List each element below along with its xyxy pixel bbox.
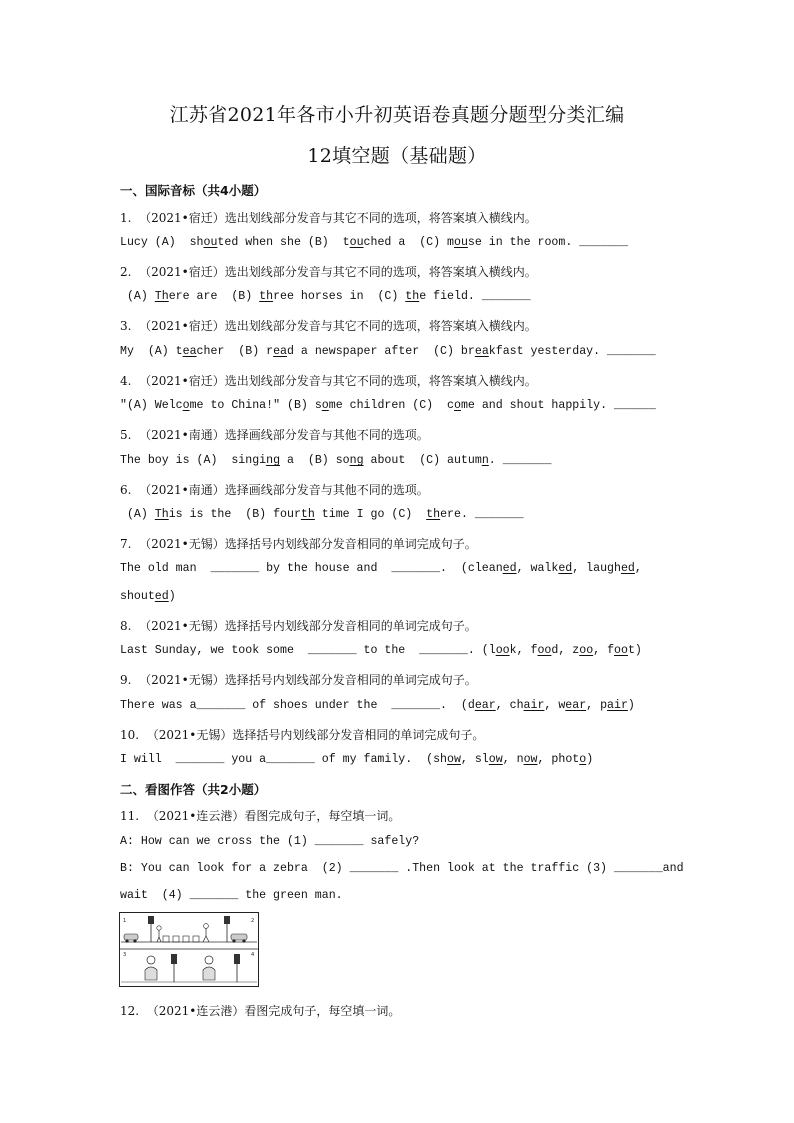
section-heading-phonetics: 一、国际音标（共4小题）: [120, 183, 267, 198]
question-7-stem: 7. （2021•无锡）选择括号内划线部分发音相同的单词完成句子。: [120, 537, 477, 551]
q3-underline-c: ea: [474, 345, 489, 358]
q6-underline-c: th: [426, 508, 441, 521]
q5-underline-a: ng: [266, 454, 281, 467]
q2-underline-c: th: [405, 290, 420, 303]
q9-sep-2: , w: [544, 699, 566, 712]
q10-underline-3: ow: [523, 753, 538, 766]
q3-text-a: My (A) t: [120, 345, 183, 358]
question-8-stem: 8. （2021•无锡）选择括号内划线部分发音相同的单词完成句子。: [120, 619, 477, 633]
question-6-sentence: [120, 508, 524, 521]
question-4-sentence: [120, 399, 656, 412]
q8-sep-2: d, z: [551, 644, 580, 657]
q6-text-a: (A): [120, 508, 155, 521]
q4-text-b: me to China!" (B) s: [189, 399, 322, 412]
page-title: 江苏省2021年各市小升初英语卷真题分题型分类汇编: [169, 104, 625, 126]
question-12-stem: 12. （2021•连云港）看图完成句子，每空填一词。: [120, 1004, 401, 1018]
question-7-sentence-cont: [120, 590, 176, 603]
q3-text-c: d a newspaper after (C) br: [287, 345, 475, 358]
q3-underline-b: ea: [273, 345, 287, 358]
q4-underline-a: o: [182, 399, 190, 412]
q9-underline-3: ear: [565, 699, 587, 712]
q9-sep-3: , p: [586, 699, 608, 712]
q10-underline-1: ow: [447, 753, 461, 766]
q2-text-a: (A): [120, 290, 155, 303]
q5-text-d: . _______: [488, 454, 552, 467]
q7-sep-2: , laugh: [572, 562, 621, 575]
q3-underline-a: ea: [182, 345, 197, 358]
q5-text-a: The boy is (A) singi: [120, 454, 267, 467]
q4-underline-b: o: [321, 399, 329, 412]
q7-underline-1: ed: [502, 562, 517, 575]
q7-underline-3: ed: [620, 562, 635, 575]
question-11-line-a: A: How can we cross the (1) _______ safely?: [120, 835, 420, 848]
question-6-stem: 6. （2021•南通）选择画线部分发音与其他不同的选项。: [120, 483, 429, 497]
traffic-crossing-illustration: [119, 912, 259, 987]
q10-sep-3: , phot: [537, 753, 580, 766]
question-9-stem: 9. （2021•无锡）选择括号内划线部分发音相同的单词完成句子。: [120, 673, 477, 687]
question-11-stem: 11. （2021•连云港）看图完成句子，每空填一词。: [120, 809, 401, 823]
q7-tail-2: ): [168, 590, 176, 603]
question-3-sentence: [120, 345, 656, 358]
q7-underline-2: ed: [558, 562, 573, 575]
section-heading-picture: 二、看图作答（共2小题）: [120, 782, 267, 797]
q2-text-c: ree horses in (C): [273, 290, 406, 303]
q6-underline-b: th: [300, 508, 315, 521]
q1-underline-a: ou: [203, 236, 218, 249]
q1-text-d: se in the room. _______: [467, 236, 628, 249]
figure-label-2: 2: [251, 918, 255, 924]
q7-text-2: shout: [120, 590, 155, 603]
q7-text: The old man _______ by the house and _______. (clean: [120, 562, 503, 575]
q10-sep-1: , sl: [460, 753, 489, 766]
q4-underline-c: o: [454, 399, 461, 412]
q8-underline-1: oo: [495, 644, 510, 657]
figure-label-3: 3: [123, 952, 127, 958]
q9-text: There was a_______ of shoes under the _______. (d: [120, 699, 475, 712]
q10-underline-2: ow: [488, 753, 503, 766]
q10-sep-2: , n: [502, 753, 524, 766]
q5-text-b: a (B) so: [280, 454, 350, 467]
question-5-sentence: [120, 454, 551, 467]
question-9-sentence: [120, 699, 635, 712]
q1-underline-c: ou: [454, 236, 468, 249]
question-4-stem: 4. （2021•宿迁）选出划线部分发音与其它不同的选项，将答案填入横线内。: [120, 374, 537, 388]
q6-text-c: time I go (C): [314, 508, 427, 521]
question-7-sentence: [120, 562, 642, 575]
question-3-stem: 3. （2021•宿迁）选出划线部分发音与其它不同的选项，将答案填入横线内。: [120, 319, 537, 333]
q2-text-d: e field. _______: [419, 290, 531, 303]
q1-text-c: ched a (C) m: [363, 236, 454, 249]
question-10-sentence: [120, 753, 593, 766]
q3-text-d: kfast yesterday. _______: [488, 345, 656, 358]
q6-text-b: is is the (B) four: [168, 508, 301, 521]
q7-sep-1: , walk: [516, 562, 559, 575]
q10-text: I will _______ you a_______ of my family. (sh: [120, 753, 447, 766]
question-8-sentence: [120, 644, 642, 657]
q6-underline-a: Th: [154, 508, 169, 521]
question-11-line-b2: wait (4) _______ the green man.: [120, 889, 343, 902]
q3-text-b: cher (B) r: [196, 345, 274, 358]
q7-underline-4: ed: [154, 590, 169, 603]
q8-sep-1: k, f: [509, 644, 538, 657]
q5-text-c: about (C) autum: [363, 454, 482, 467]
page-subtitle: 12填空题（基础题）: [307, 145, 487, 167]
q9-sep-4: ): [627, 699, 635, 712]
q8-underline-4: oo: [614, 644, 628, 657]
q9-underline-4: air: [607, 699, 628, 712]
q9-sep-1: , ch: [495, 699, 524, 712]
question-10-stem: 10. （2021•无锡）选择括号内划线部分发音相同的单词完成句子。: [120, 728, 485, 742]
figure-label-1: 1: [123, 918, 127, 924]
question-11-line-b1: B: You can look for a zebra (2) _______ .Then look at the traffic (3) _______and: [120, 862, 684, 875]
question-2-sentence: [120, 290, 531, 303]
question-1-stem: 1. （2021•宿迁）选出划线部分发音与其它不同的选项，将答案填入横线内。: [120, 211, 537, 225]
q9-underline-1: ear: [474, 699, 496, 712]
q5-underline-b: ng: [349, 454, 364, 467]
question-1-sentence: [120, 236, 628, 249]
q9-underline-2: air: [523, 699, 545, 712]
q7-tail: ,: [634, 562, 642, 575]
q10-sep-4: ): [586, 753, 594, 766]
q4-text-c: me children (C) c: [328, 399, 454, 412]
q2-underline-b: th: [259, 290, 274, 303]
q1-text-b: ted when she (B) t: [217, 236, 350, 249]
q8-underline-2: oo: [537, 644, 552, 657]
q10-underline-4: o: [579, 753, 587, 766]
question-2-stem: 2. （2021•宿迁）选出划线部分发音与其它不同的选项，将答案填入横线内。: [120, 265, 537, 279]
q1-text-a: Lucy (A) sh: [120, 236, 204, 249]
q6-text-d: ere. _______: [440, 508, 524, 521]
q4-text-a: "(A) Welc: [120, 399, 183, 412]
figure-label-4: 4: [251, 952, 255, 958]
q8-sep-4: t): [627, 644, 642, 657]
q8-text: Last Sunday, we took some _______ to the _______. (l: [120, 644, 496, 657]
q8-sep-3: , f: [593, 644, 615, 657]
q5-underline-c: n: [481, 454, 489, 467]
q2-text-b: ere are (B): [168, 290, 260, 303]
q1-underline-b: ou: [349, 236, 364, 249]
q4-text-d: me and shout happily. ______: [460, 399, 656, 412]
q8-underline-3: oo: [579, 644, 594, 657]
q2-underline-a: Th: [154, 290, 169, 303]
question-5-stem: 5. （2021•南通）选择画线部分发音与其他不同的选项。: [120, 428, 429, 442]
